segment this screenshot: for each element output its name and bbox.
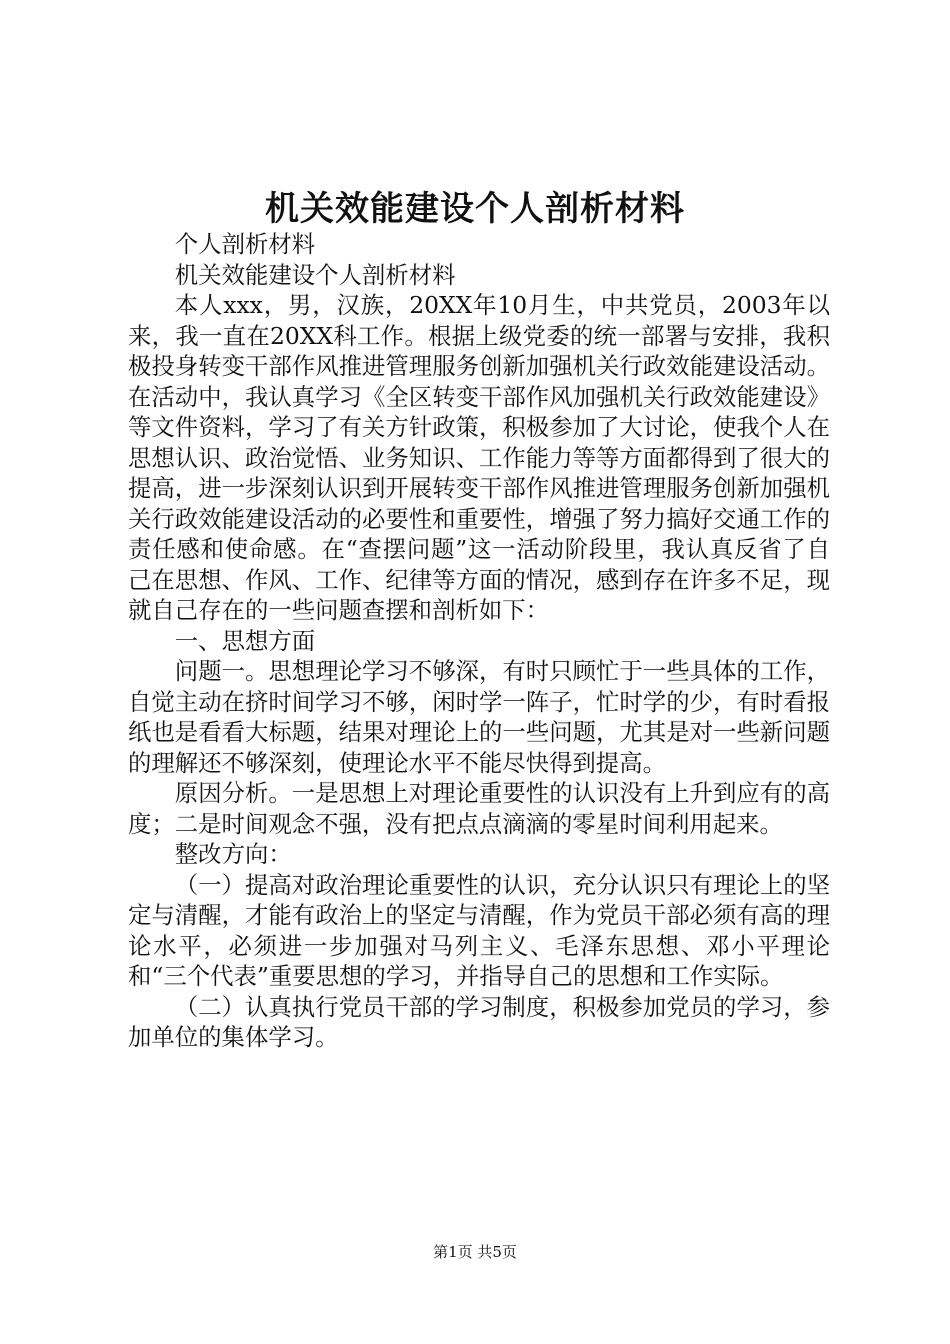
page-indicator: 第1页 共5页 xyxy=(433,1243,517,1261)
document-title: 机关效能建设个人剖析材料 xyxy=(265,189,685,229)
cause-paragraph: 原因分析。一是思想上对理论重要性的认识没有上升到应有的高度；二是时间观念不强，没有把点点滴滴的零星时间利用起来。 xyxy=(128,779,830,838)
rectification-item: （一）提高对政治理论重要性的认识，充分认识只有理论上的坚定与清醒，才能有政治上的坚定与清醒，作为党员干部必须有高的理论水平，必须进一步加强对马列主义、毛泽东思想、邓小平理论和“三个代表”重要思想的学习，并指导自己的思想和工作实际。 xyxy=(128,870,830,990)
intro-paragraph: 本人xxx，男，汉族，20XX年10月生，中共党员，2003年以来，我一直在20XX科工作。根据上级党委的统一部署与安排，我积极投身转变干部作风推进管理服务创新加强机关行政效能建设活动。在活动中，我认真学习《全区转变干部作风加强机关行政效能建设》等文件资料，学习了有关方针政策，积极参加了大讨论，使我个人在思想认识、政治觉悟、业务知识、工作能力等等方面都得到了很大的提高，进一步深刻认识到开展转变干部作风推进管理服务创新加强机关行政效能建设活动的必要性和重要性，增强了努力搞好交通工作的责任感和使命感。在“查摆问题”这一活动阶段里，我认真反省了自己在思想、作风、工作、纪律等方面的情况，感到存在许多不足，现就自己存在的一些问题查摆和剖析如下： xyxy=(128,291,830,624)
subtitle-paragraph: 个人剖析材料 xyxy=(174,230,316,258)
rectification-item: （二）认真执行党员干部的学习制度，积极参加党员的学习，参加单位的集体学习。 xyxy=(128,992,830,1051)
document-body xyxy=(128,229,830,1053)
section-heading: 一、思想方面 xyxy=(174,626,316,655)
subtitle-paragraph: 机关效能建设个人剖析材料 xyxy=(174,260,456,289)
problem-paragraph: 问题一。思想理论学习不够深，有时只顾忙于一些具体的工作，自觉主动在挤时间学习不够，闲时学一阵子，忙时学的少，有时看报纸也是看看大标题，结果对理论上的一些问题，尤其是对一些新问题的理解还不够深刻，使理论水平不能尽快得到提高。 xyxy=(128,657,830,777)
rectification-heading: 整改方向： xyxy=(174,840,292,868)
